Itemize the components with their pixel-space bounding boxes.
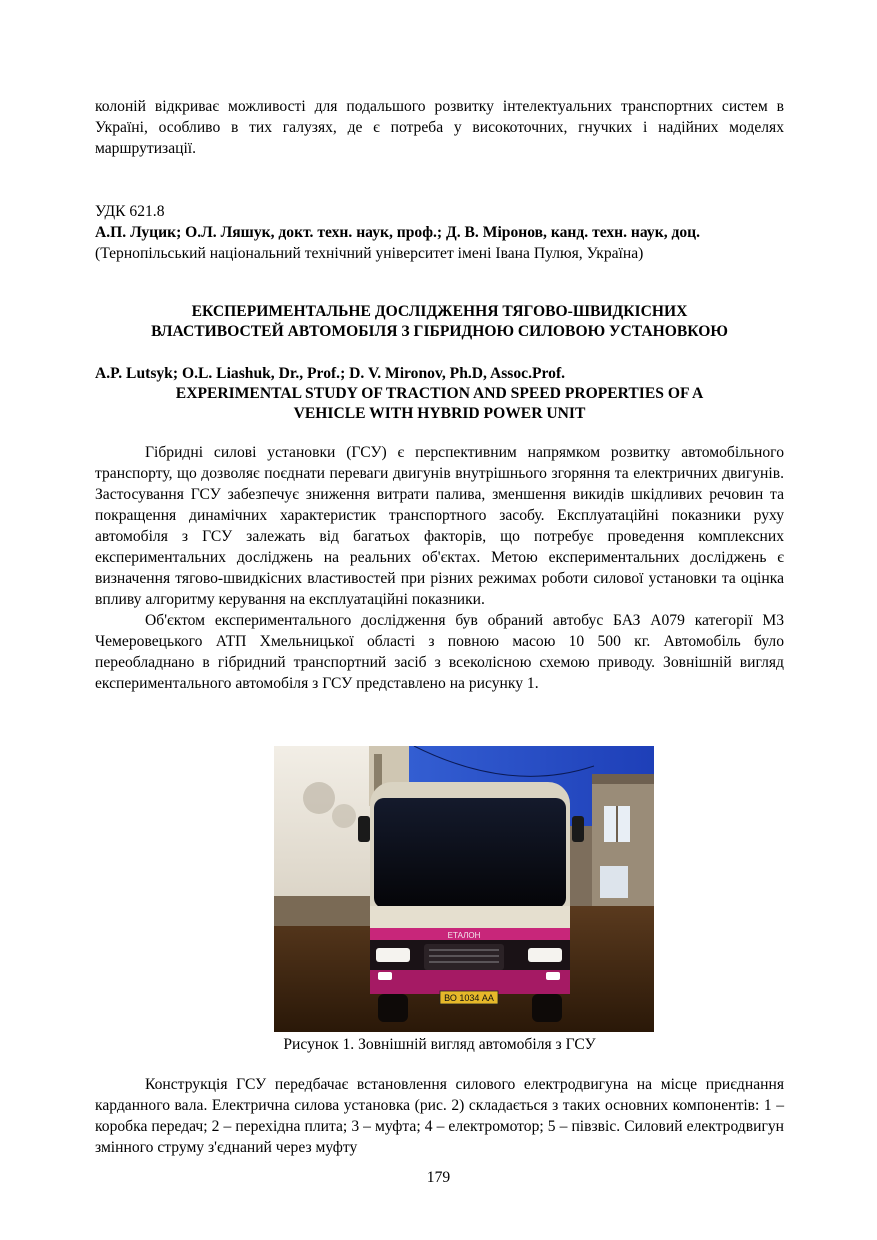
english-header: [95, 363, 784, 424]
license-plate: ВО 1034 АА: [444, 993, 494, 1003]
paragraph-1: Гібридні силові установки (ГСУ) є перспективним напрямком розвитку автомобільного транспорту, що дозволяє поєднати переваги двигунів внутрішнього згоряння та електричних двигунів. Застосування ГСУ забезпечує зниження витрати палива, зменшення викидів шкідливих речовин та покращення динамічних характеристик транспортного засобу. Експлуатаційні показники руху автомобіля з ГСУ залежать від багатьох факторів, що потребує проведення комплексних експериментальних досліджень на реальних об'єктах. Метою експериментальних досліджень є визначення тягово-швидкісних властивостей при різних режимах роботи силової установки та оцінка впливу алгоритму керування на експлуатаційні показники.: [95, 444, 784, 608]
continuation-paragraph: [95, 96, 784, 159]
authors-en: A.P. Lutsyk; O.L. Liashuk, Dr., Prof.; D. V. Mironov, Ph.D, Assoc.Prof.: [95, 365, 566, 382]
affiliation: (Тернопільський національний технічний університет імені Івана Пулюя, Україна): [95, 245, 644, 262]
paragraph-3: Конструкція ГСУ передбачає встановлення силового електродвигуна на місце приєднання карданного вала. Електрична силова установка (рис. 2) складається з таких основних компонентів: 1 – коробка передач; 2 – перехідна плита; 3 – муфта; 4 – електромотор; 5 – півзвіс. Силовий електродвигун змінного струму з'єднаний через муфту: [95, 1076, 784, 1156]
title-ua-line1: ЕКСПЕРИМЕНТАЛЬНЕ ДОСЛІДЖЕННЯ ТЯГОВО-ШВИДКІСНИХ: [191, 303, 688, 320]
authors-ua: А.П. Луцик; О.Л. Ляшук, докт. техн. наук, проф.; Д. В. Міронов, канд. техн. наук, доц.: [95, 224, 701, 241]
title-en-line1: EXPERIMENTAL STUDY OF TRACTION AND SPEED PROPERTIES OF A: [175, 385, 704, 402]
article-header: [95, 201, 784, 264]
title-ua: [95, 302, 784, 342]
body-text-1: [95, 442, 784, 694]
udk-code: УДК 621.8: [95, 203, 165, 220]
title-en-line2: VEHICLE WITH HYBRID POWER UNIT: [293, 405, 586, 422]
paragraph-2: Об'єктом експериментального дослідження був обраний автобус БАЗ А079 категорії М3 Чемеровецького АТП Хмельницької області з повною масою 10 500 кг. Автомобіль було переобладнано в гібридний транспортний засіб з всеколісною схемою приводу. Зовнішній вигляд експериментального автомобіля з ГСУ представлено на рисунку 1.: [95, 612, 784, 692]
continuation-text: колоній відкриває можливості для подальшого розвитку інтелектуальних транспортних систем в Україні, особливо в тих галузях, де є потреба у високоточних, гнучких і надійних моделях маршрутизації.: [95, 98, 784, 157]
bus-badge: ЕТАЛОН: [447, 931, 481, 940]
figure-caption: Рисунок 1. Зовнішній вигляд автомобіля з ГСУ: [283, 1036, 596, 1053]
body-text-2: [95, 1074, 784, 1158]
bus-photo: [274, 746, 654, 1032]
page-number: 179: [426, 1169, 451, 1186]
title-ua-line2: ВЛАСТИВОСТЕЙ АВТОМОБІЛЯ З ГІБРИДНОЮ СИЛОВОЮ УСТАНОВКОЮ: [151, 323, 728, 340]
